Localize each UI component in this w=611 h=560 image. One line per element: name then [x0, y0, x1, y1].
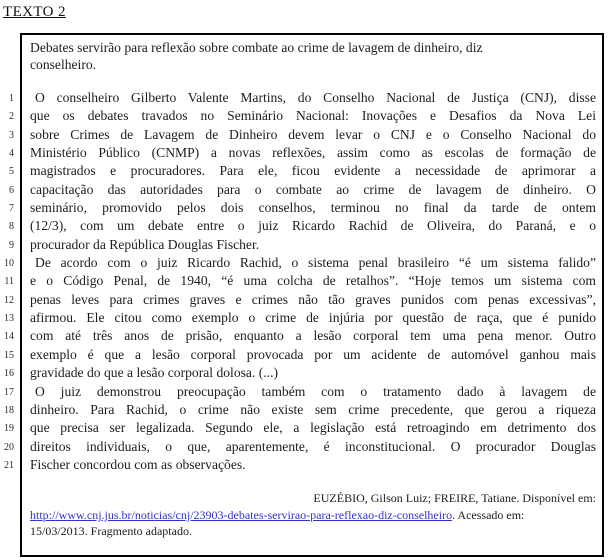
- line-text: dinheiro. Para Rachid, o crime não existe sem crime precedente, que gerou a riqueza: [30, 401, 596, 417]
- text-line: [4, 346, 596, 364]
- line-text: com até três anos de prisão, enquanto a lesão corporal tem uma pena menor. Outro: [30, 328, 596, 344]
- text-line: [4, 364, 596, 382]
- text-line: [4, 438, 596, 456]
- text-line: [9, 181, 596, 199]
- line-number: 4: [9, 148, 14, 160]
- line-number: 5: [9, 166, 14, 178]
- line-number: 13: [4, 313, 14, 325]
- headline-line: Debates servirão para reflexão sobre combate ao crime de lavagem de dinheiro, diz: [30, 40, 483, 55]
- line-text: sobre Crimes de Lavagem de Dinheiro devem levar o CNJ e o Conselho Nacional do: [30, 126, 596, 142]
- citation: [30, 490, 596, 540]
- line-number: 14: [4, 331, 14, 343]
- citation-url-line: [30, 507, 596, 524]
- line-text: Ministério Público (CNMP) a novas reflexões, assim como as escolas de formação de: [30, 145, 596, 161]
- text-line: [4, 383, 596, 401]
- text-line: [9, 89, 596, 107]
- line-number: 9: [9, 239, 14, 251]
- text-line: [4, 327, 596, 345]
- line-number: 20: [4, 441, 14, 453]
- text-line: [9, 126, 596, 144]
- headline: [30, 39, 596, 73]
- line-number: 8: [9, 221, 14, 233]
- line-number: 10: [4, 258, 14, 270]
- line-number: 21: [4, 459, 14, 471]
- text-line: [4, 419, 596, 437]
- line-number: 2: [9, 111, 14, 123]
- line-number: 16: [4, 368, 14, 380]
- line-number: 19: [4, 423, 14, 435]
- headline-line: conselheiro.: [30, 57, 97, 72]
- line-number: 1: [9, 93, 14, 104]
- text-line: [4, 309, 596, 327]
- text-line: [9, 162, 596, 180]
- line-text: O juiz demonstrou preocupação também com o tratamento dado à lavagem de: [35, 383, 596, 399]
- line-number: 7: [9, 203, 14, 215]
- line-text: direitos individuais, o que, aparentemente, é inconstitucional. O procurador Douglas: [30, 438, 596, 454]
- page-title: TEXTO 2: [3, 4, 66, 20]
- line-number: 18: [4, 404, 14, 416]
- citation-authors: EUZÉBIO, Gilson Luiz; FREIRE, Tatiane. Disponível em:: [313, 491, 596, 506]
- line-text: penas leves para crimes graves e crimes não tão graves punidos com penas excessivas”,: [30, 291, 596, 307]
- line-text: afirmou. Ele citou como exemplo o crime de injúria por questão de raça, que é punido: [30, 310, 596, 326]
- text-line: [4, 291, 596, 309]
- text-line: [4, 254, 596, 272]
- line-text: magistrados e procuradores. Para ele, ficou evidente a necessidade de aprimorar a: [30, 163, 596, 179]
- line-text: e o Código Penal, de 1940, “é uma colcha de retalhos”. “Hoje temos um sistema com: [30, 273, 596, 289]
- line-text: que precisa ser legalizada. Segundo ele, a legislação está retroagindo em detrimento dos: [30, 420, 596, 436]
- text-line: [9, 217, 596, 235]
- line-number: 17: [4, 386, 14, 398]
- line-number: 15: [4, 349, 14, 361]
- text-line: [4, 272, 596, 290]
- text-line: [9, 236, 596, 254]
- line-number: 12: [4, 294, 14, 306]
- line-text: O conselheiro Gilberto Valente Martins, do Conselho Nacional de Justiça (CNJ), disse: [35, 90, 596, 105]
- body-lines: [4, 89, 596, 474]
- line-text: gravidade do que a lesão corporal dolosa. (...): [30, 365, 278, 381]
- text-line: [9, 144, 596, 162]
- line-text: De acordo com o juiz Ricardo Rachid, o sistema penal brasileiro “é um sistema falido”: [35, 255, 596, 271]
- line-number: 6: [9, 184, 14, 196]
- line-text: procurador da República Douglas Fischer.: [30, 236, 260, 252]
- line-text: que os debates travados no Seminário Nacional: Inovações e Desafios da Nova Lei: [30, 108, 596, 124]
- text-line: [9, 199, 596, 217]
- line-number: 3: [9, 129, 14, 141]
- line-text: Fischer concordou com as observações.: [30, 456, 246, 472]
- line-number: 11: [4, 276, 14, 288]
- citation-link[interactable]: http://www.cnj.jus.br/noticias/cnj/23903-debates-servirao-para-reflexao-diz-conselheiro: [30, 507, 453, 522]
- text-line: [4, 456, 596, 474]
- line-text: seminário, promovido pelos dois conselhos, terminou no final da tarde de ontem: [30, 200, 596, 216]
- text-line: [4, 401, 596, 419]
- text-box: [4, 33, 604, 557]
- line-text: exemplo é que a lesão corporal provocada por um acidente de automóvel ganhou mais: [30, 346, 596, 362]
- line-text: (12/3), com um debate entre o juiz Ricardo Rachid de Oliveira, do Paraná, e o: [30, 218, 596, 234]
- citation-date-line: 15/03/2013. Fragmento adaptado.: [30, 524, 192, 539]
- line-text: capacitação das autoridades para o combate ao crime de lavagem de dinheiro. O: [30, 181, 596, 197]
- text-line: [9, 107, 596, 125]
- citation-suffix: . Acessado em:: [452, 507, 525, 522]
